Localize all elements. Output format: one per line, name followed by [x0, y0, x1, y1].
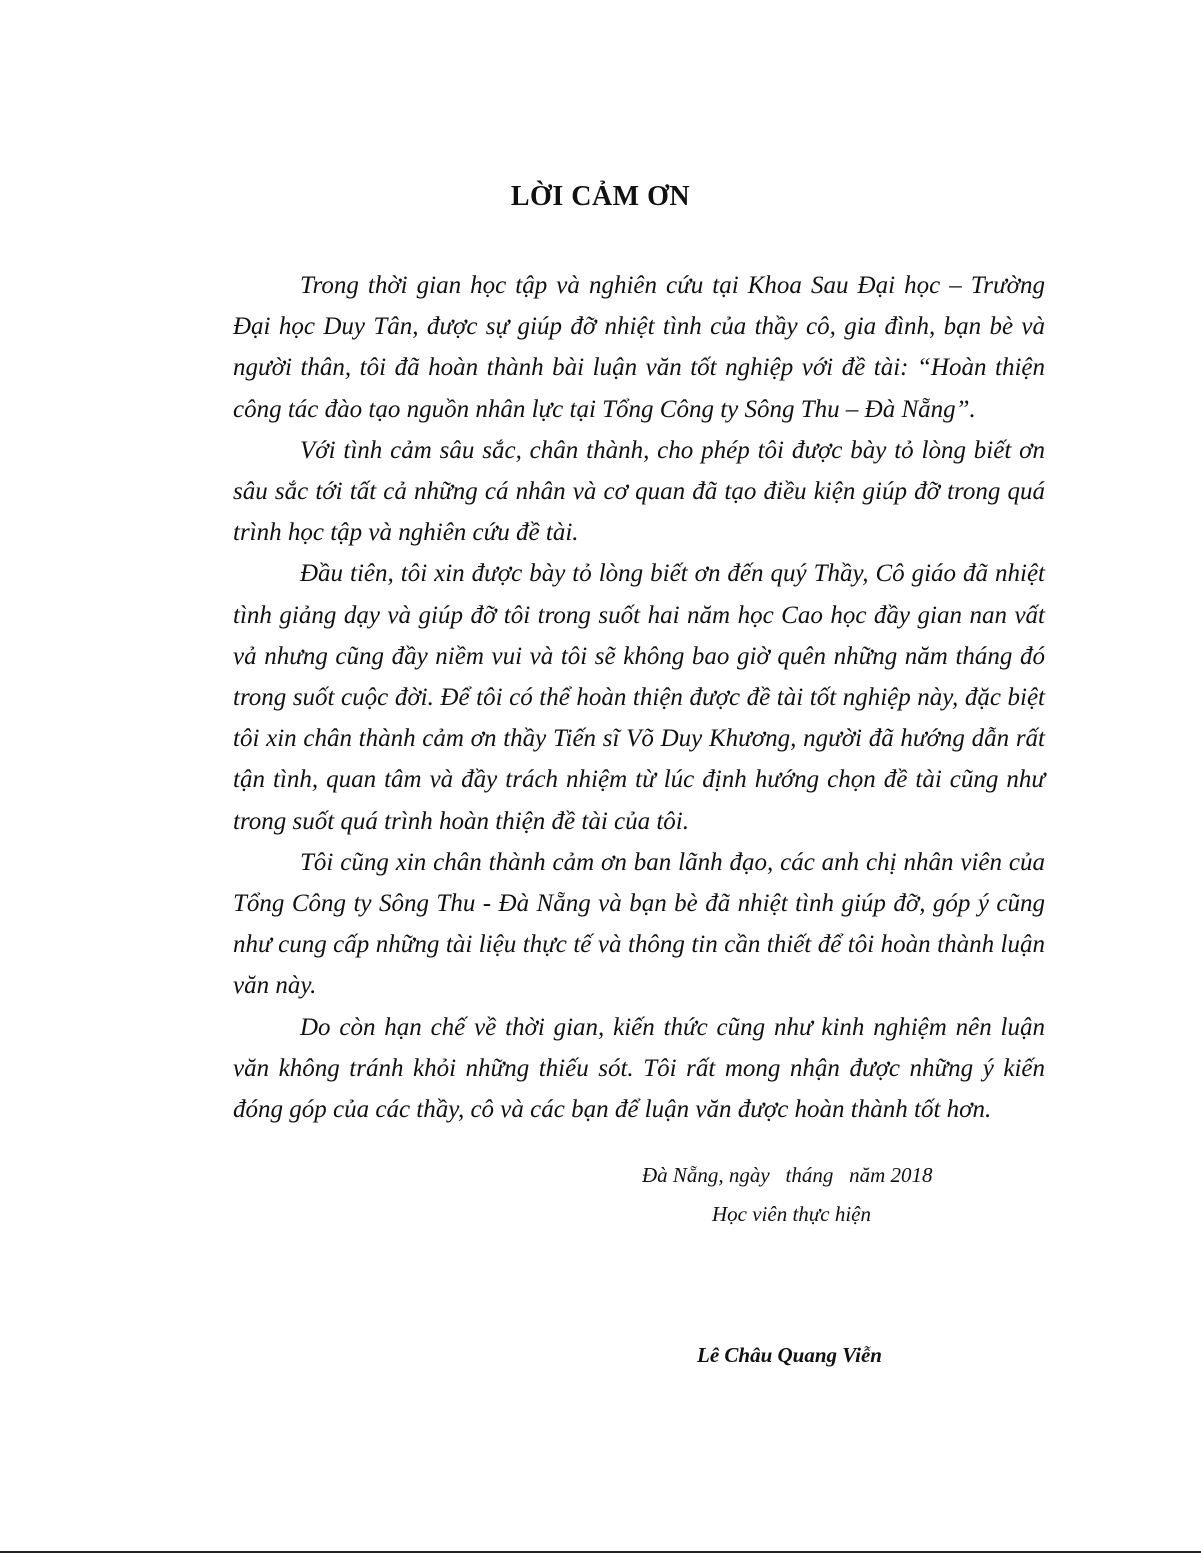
paragraph-5: Do còn hạn chế về thời gian, kiến thức cũng như kinh nghiệm nên luận văn không tránh khỏi những thiếu sót. Tôi rất mong nhận được những ý kiến đóng góp của các thầy, cô và các bạn để luận văn được hoàn thành tốt hơn. — [233, 1013, 1045, 1124]
paragraph-1: Trong thời gian học tập và nghiên cứu tại Khoa Sau Đại học – Trường Đại học Duy Tân, được sự giúp đỡ nhiệt tình của thầy cô, gia đình, bạn bè và người thân, tôi đã hoàn thành bài luận văn tốt nghiệp với đề tài: “Hoàn thiện công tác đào tạo nguồn nhân lực tại Tổng Công ty Sông Thu – Đà Nẵng”. — [233, 272, 1045, 423]
paragraph-3: Đầu tiên, tôi xin được bày tỏ lòng biết ơn đến quý Thầy, Cô giáo đã nhiệt tình giảng dạy và giúp đỡ tôi trong suốt hai năm học Cao học đầy gian nan vất vả nhưng cũng đầy niềm vui và tôi sẽ không bao giờ quên những năm tháng đó trong suốt cuộc đời. Để tôi có thể hoàn thiện được đề tài tốt nghiệp này, đặc biệt tôi xin chân thành cảm ơn thầy Tiến sĩ Võ Duy Khương, người đã hướng dẫn rất tận tình, quan tâm và đầy trách nhiệm từ lúc định hướng chọn đề tài cũng như trong suốt quá trình hoàn thiện đề tài của tôi. — [233, 560, 1045, 835]
page-title: LỜI CẢM ƠN — [510, 181, 691, 212]
signature-date-line: Đà Nẵng, ngày tháng năm 2018 — [642, 1163, 933, 1187]
acknowledgement-body — [233, 265, 1045, 1130]
bottom-divider — [0, 1551, 1201, 1553]
signature-name: Lê Châu Quang Viễn — [697, 1343, 882, 1367]
signature-role: Học viên thực hiện — [712, 1202, 871, 1226]
paragraph-2: Với tình cảm sâu sắc, chân thành, cho phép tôi được bày tỏ lòng biết ơn sâu sắc tới tất cả những cá nhân và cơ quan đã tạo điều kiện giúp đỡ trong quá trình học tập và nghiên cứu đề tài. — [233, 436, 1045, 547]
paragraph-4: Tôi cũng xin chân thành cảm ơn ban lãnh đạo, các anh chị nhân viên của Tổng Công ty Sông Thu - Đà Nẵng và bạn bè đã nhiệt tình giúp đỡ, góp ý cũng như cung cấp những tài liệu thực tế và thông tin cần thiết để tôi hoàn thành luận văn này. — [233, 848, 1045, 1000]
